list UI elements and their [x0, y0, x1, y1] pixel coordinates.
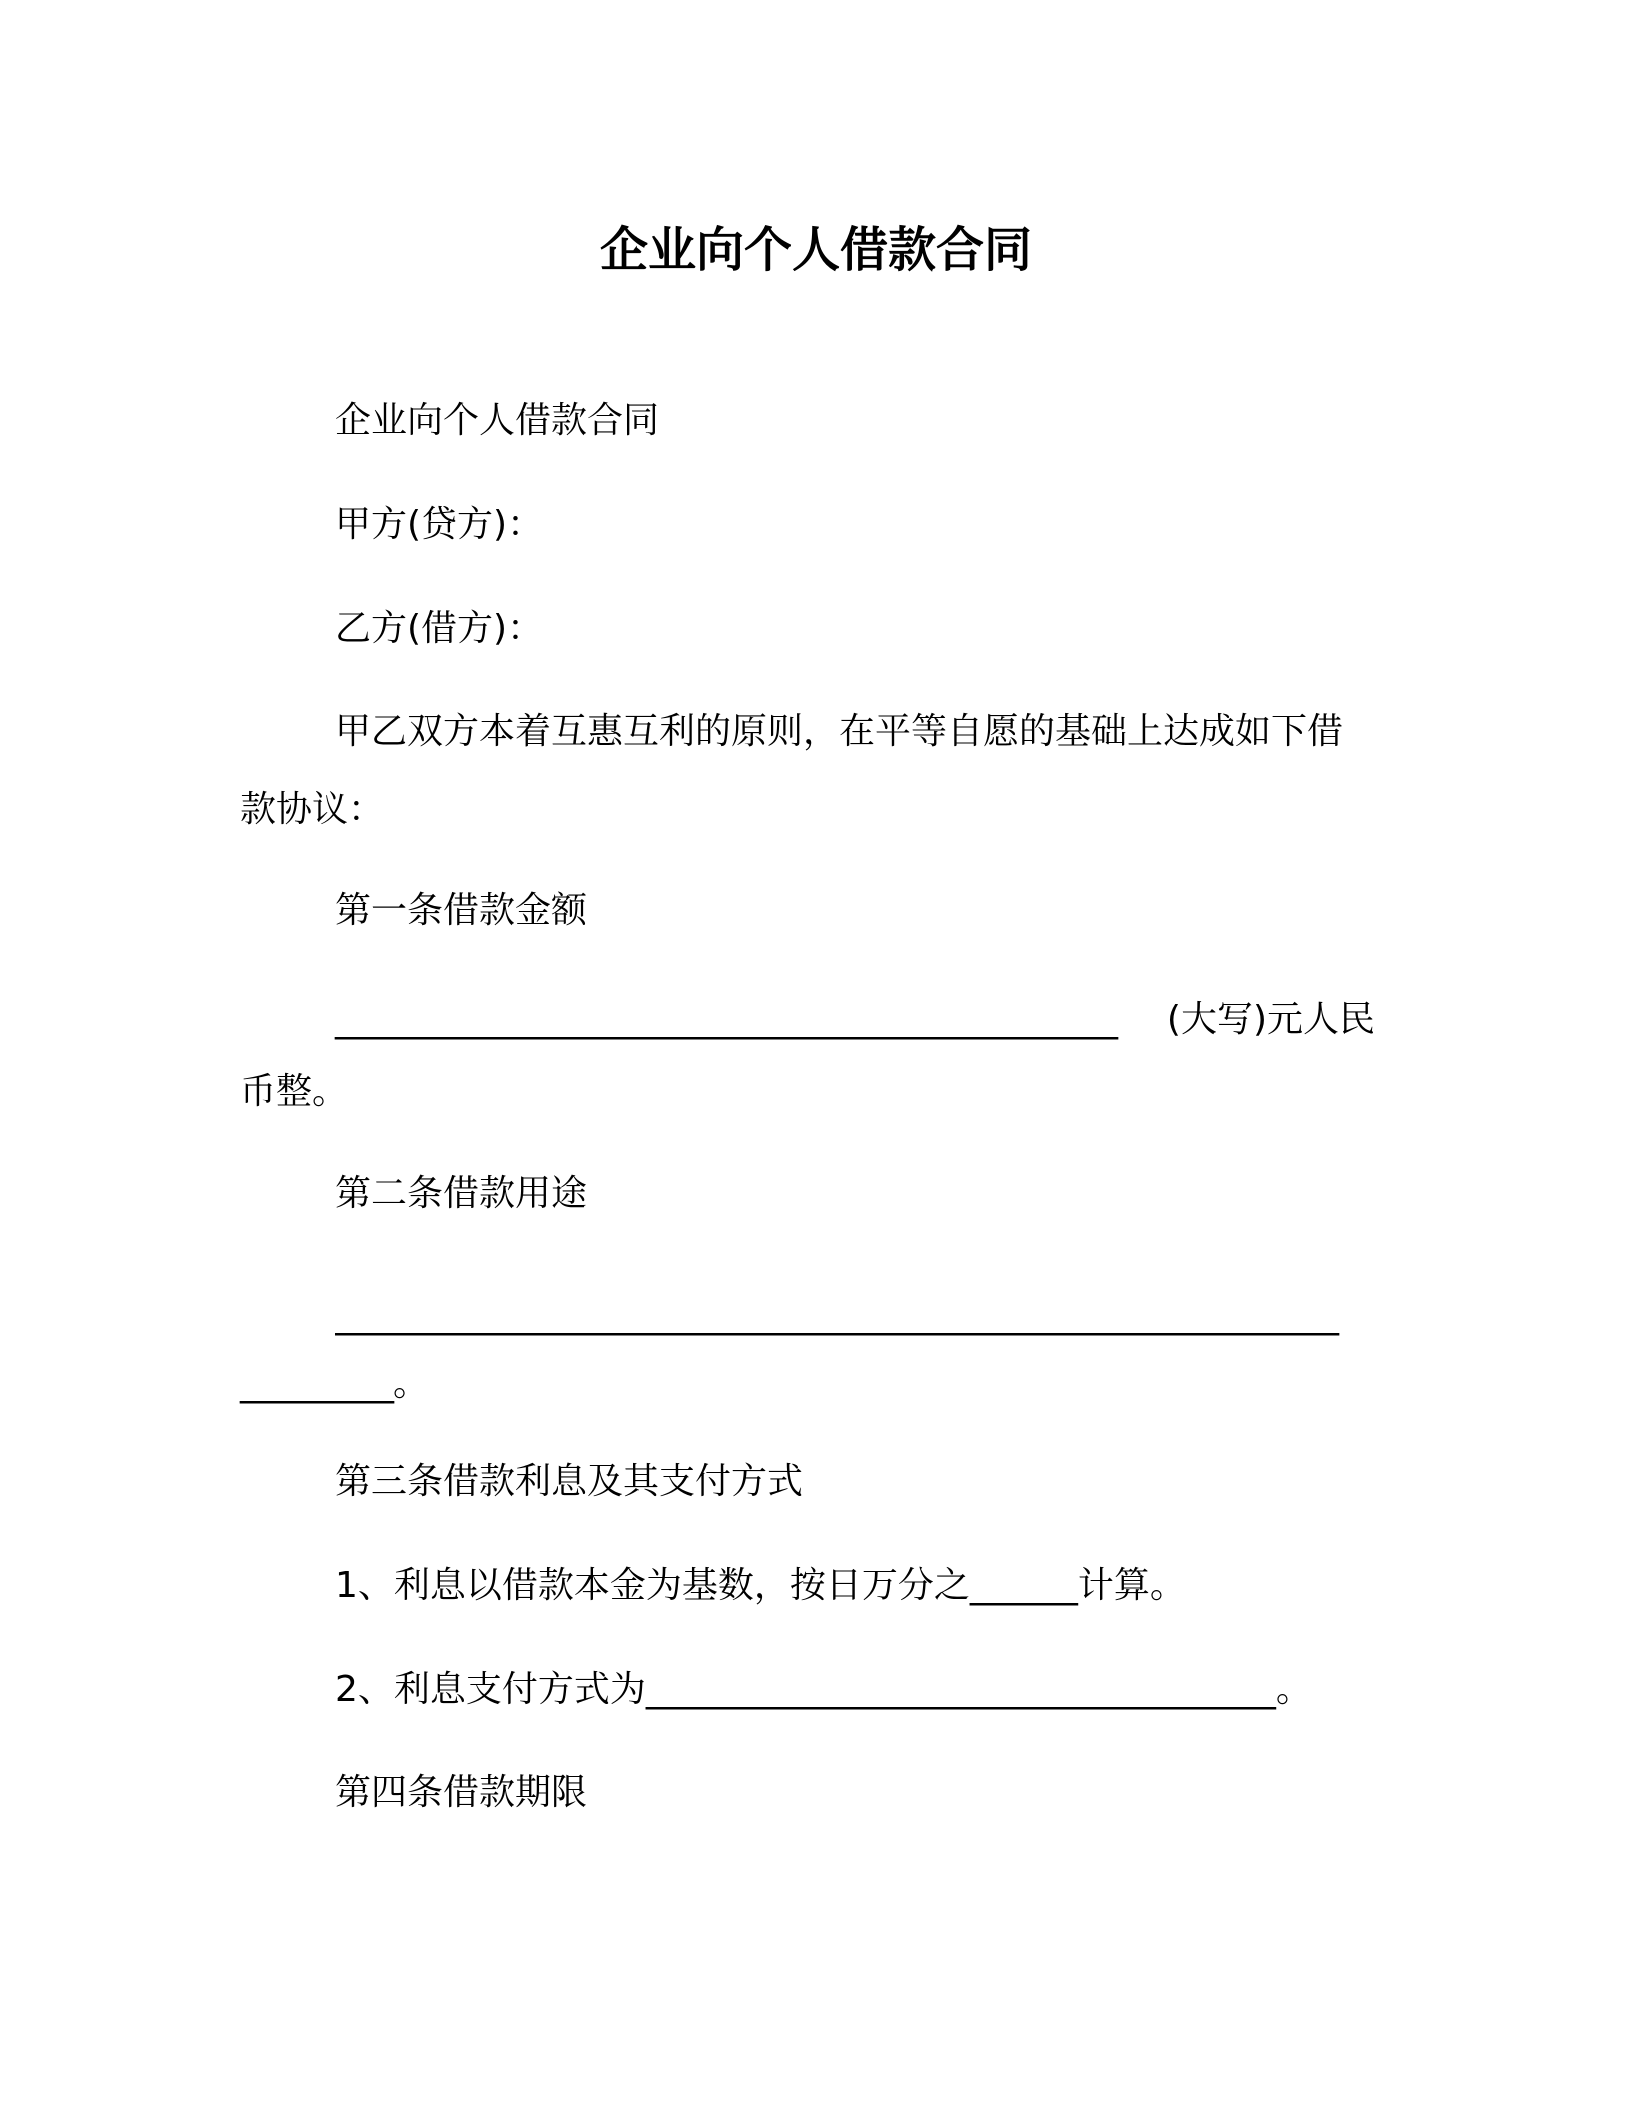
- article-3-item-2: 2、利息支付方式为___________________________________。: [335, 1669, 1312, 1710]
- amount-suffix: (大写)元人民: [1166, 999, 1375, 1040]
- article-2-title: 第二条借款用途: [335, 1173, 588, 1214]
- article-1-line-2: 币整。: [240, 1071, 349, 1112]
- article-1-title: 第一条借款金额: [335, 890, 588, 931]
- preamble-line-1: 甲乙双方本着互惠互利的原则，在平等自愿的基础上达成如下借: [335, 711, 1344, 752]
- article-3-item-1: 1、利息以借款本金为基数，按日万分之______计算。: [335, 1565, 1186, 1606]
- purpose-blank-2: _________。: [240, 1363, 429, 1404]
- purpose-blank-1: ___________________________________________________________: [335, 1295, 1338, 1336]
- preamble-line-2: 款协议：: [240, 789, 385, 830]
- heading-repeat: 企业向个人借款合同: [335, 400, 660, 441]
- amount-blank: ______________________________________________: [335, 999, 1117, 1040]
- article-1-amount-line: [335, 996, 1375, 1044]
- article-4-title: 第四条借款期限: [335, 1772, 588, 1813]
- article-3-title: 第三条借款利息及其支付方式: [335, 1461, 804, 1502]
- document-title: 企业向个人借款合同: [599, 222, 1032, 278]
- party-b-line: 乙方(借方)：: [335, 608, 544, 649]
- party-a-line: 甲方(贷方)：: [335, 504, 544, 545]
